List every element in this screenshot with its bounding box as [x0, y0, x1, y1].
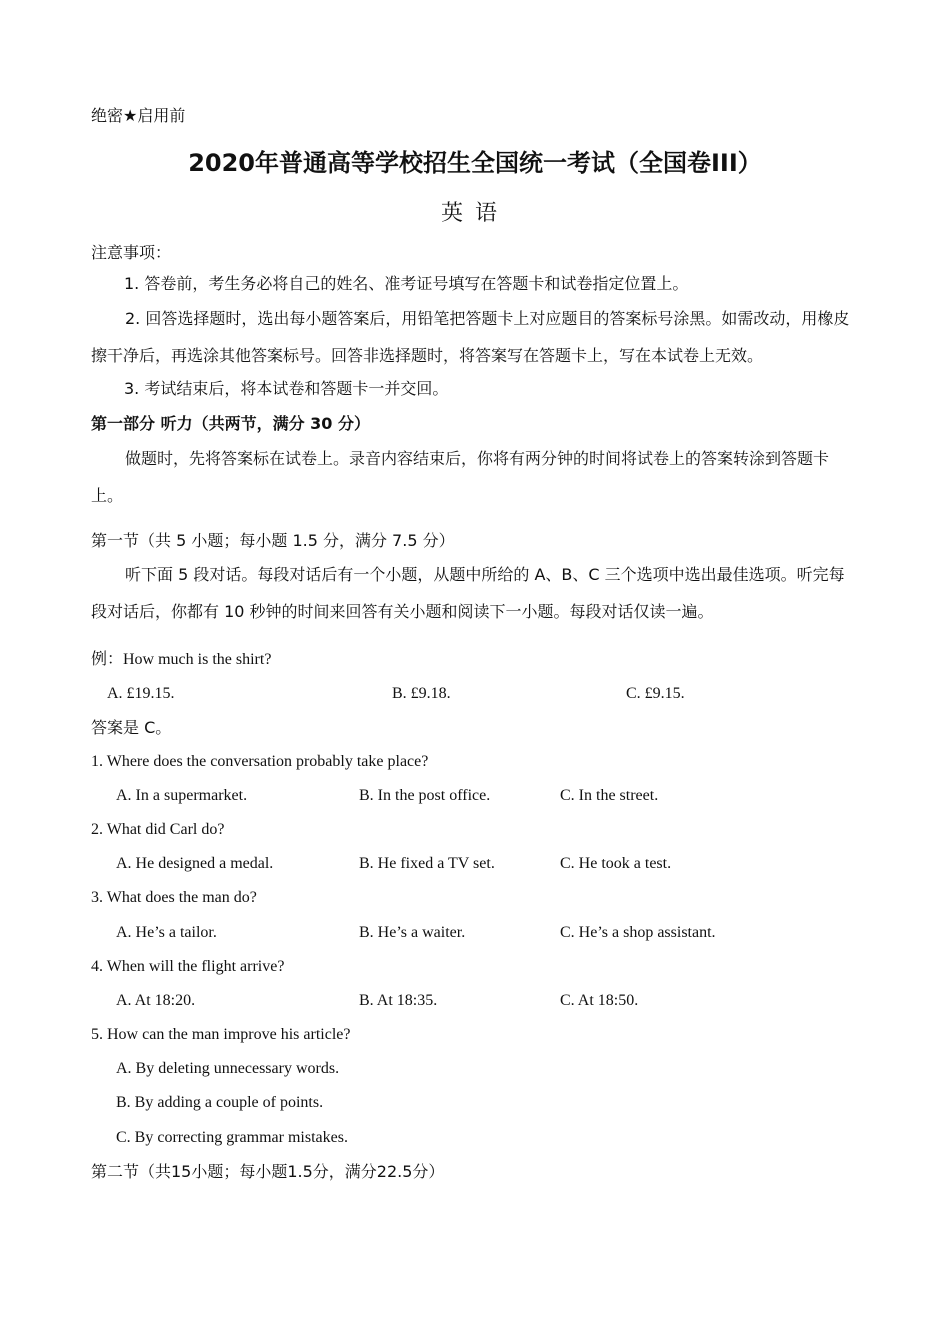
- question-1-option-c: C. In the street.: [560, 787, 659, 804]
- example-option-b: B. £9.18.: [392, 685, 451, 702]
- subject-title: 英语: [440, 201, 509, 226]
- question-4-option-a: A. At 18:20.: [116, 992, 196, 1009]
- question-5-option-b: B. By adding a couple of points.: [116, 1094, 324, 1111]
- section1-heading: 第一节（共 5 小题；每小题 1.5 分，满分 7.5 分）: [91, 531, 455, 550]
- question-2-option-b: B. He fixed a TV set.: [359, 855, 495, 872]
- example-option-a: A. £19.15.: [107, 685, 175, 702]
- example-option-c: C. £9.15.: [626, 685, 685, 702]
- exam-title: 2020年普通高等学校招生全国统一考试（全国卷III）: [188, 149, 762, 177]
- question-4: 4. When will the flight arrive?: [91, 958, 285, 975]
- question-4-option-c: C. At 18:50.: [560, 992, 639, 1009]
- question-5-option-c: C. By correcting grammar mistakes.: [116, 1129, 348, 1146]
- question-3-option-c: C. He’s a shop assistant.: [560, 924, 716, 941]
- note-item-1: 1. 答卷前，考生务必将自己的姓名、准考证号填写在答题卡和试卷指定位置上。: [124, 274, 689, 293]
- question-2: 2. What did Carl do?: [91, 821, 225, 838]
- question-5: 5. How can the man improve his article?: [91, 1026, 351, 1043]
- confidential-label: 绝密★启用前: [91, 106, 186, 125]
- note-item-2: 2. 回答选择题时，选出每小题答案后，用铅笔把答题卡上对应题目的答案标号涂黑。如需改动，用橡皮擦干净后，再选涂其他答案标号。回答非选择题时，将答案写在答题卡上，写在本试卷上无效。: [91, 309, 850, 365]
- question-1: 1. Where does the conversation probably take place?: [91, 753, 429, 770]
- question-4-option-b: B. At 18:35.: [359, 992, 438, 1009]
- part1-heading: 第一部分 听力（共两节，满分 30 分）: [91, 414, 370, 433]
- part1-intro: 做题时，先将答案标在试卷上。录音内容结束后，你将有两分钟的时间将试卷上的答案转涂到答题卡上。: [91, 449, 830, 505]
- question-1-option-b: B. In the post office.: [359, 787, 491, 804]
- section1-intro: 听下面 5 段对话。每段对话后有一个小题，从题中所给的 A、B、C 三个选项中选出最佳选项。听完每段对话后，你都有 10 秒钟的时间来回答有关小题和阅读下一小题。每段对话仅读一遍。: [91, 565, 845, 621]
- note-item-3: 3. 考试结束后，将本试卷和答题卡一并交回。: [124, 379, 449, 398]
- question-3-option-b: B. He’s a waiter.: [359, 924, 466, 941]
- question-2-option-c: C. He took a test.: [560, 855, 672, 872]
- question-3: 3. What does the man do?: [91, 889, 257, 906]
- question-5-option-a: A. By deleting unnecessary words.: [116, 1060, 340, 1077]
- question-3-option-a: A. He’s a tailor.: [116, 924, 217, 941]
- notes-heading: 注意事项：: [91, 243, 172, 262]
- example-answer: 答案是 C。: [91, 718, 172, 737]
- example-question: 例：How much is the shirt?: [91, 651, 272, 668]
- question-2-option-a: A. He designed a medal.: [116, 855, 274, 872]
- section2-heading: 第二节（共15小题；每小题1.5分，满分22.5分）: [91, 1162, 445, 1181]
- question-1-option-a: A. In a supermarket.: [116, 787, 248, 804]
